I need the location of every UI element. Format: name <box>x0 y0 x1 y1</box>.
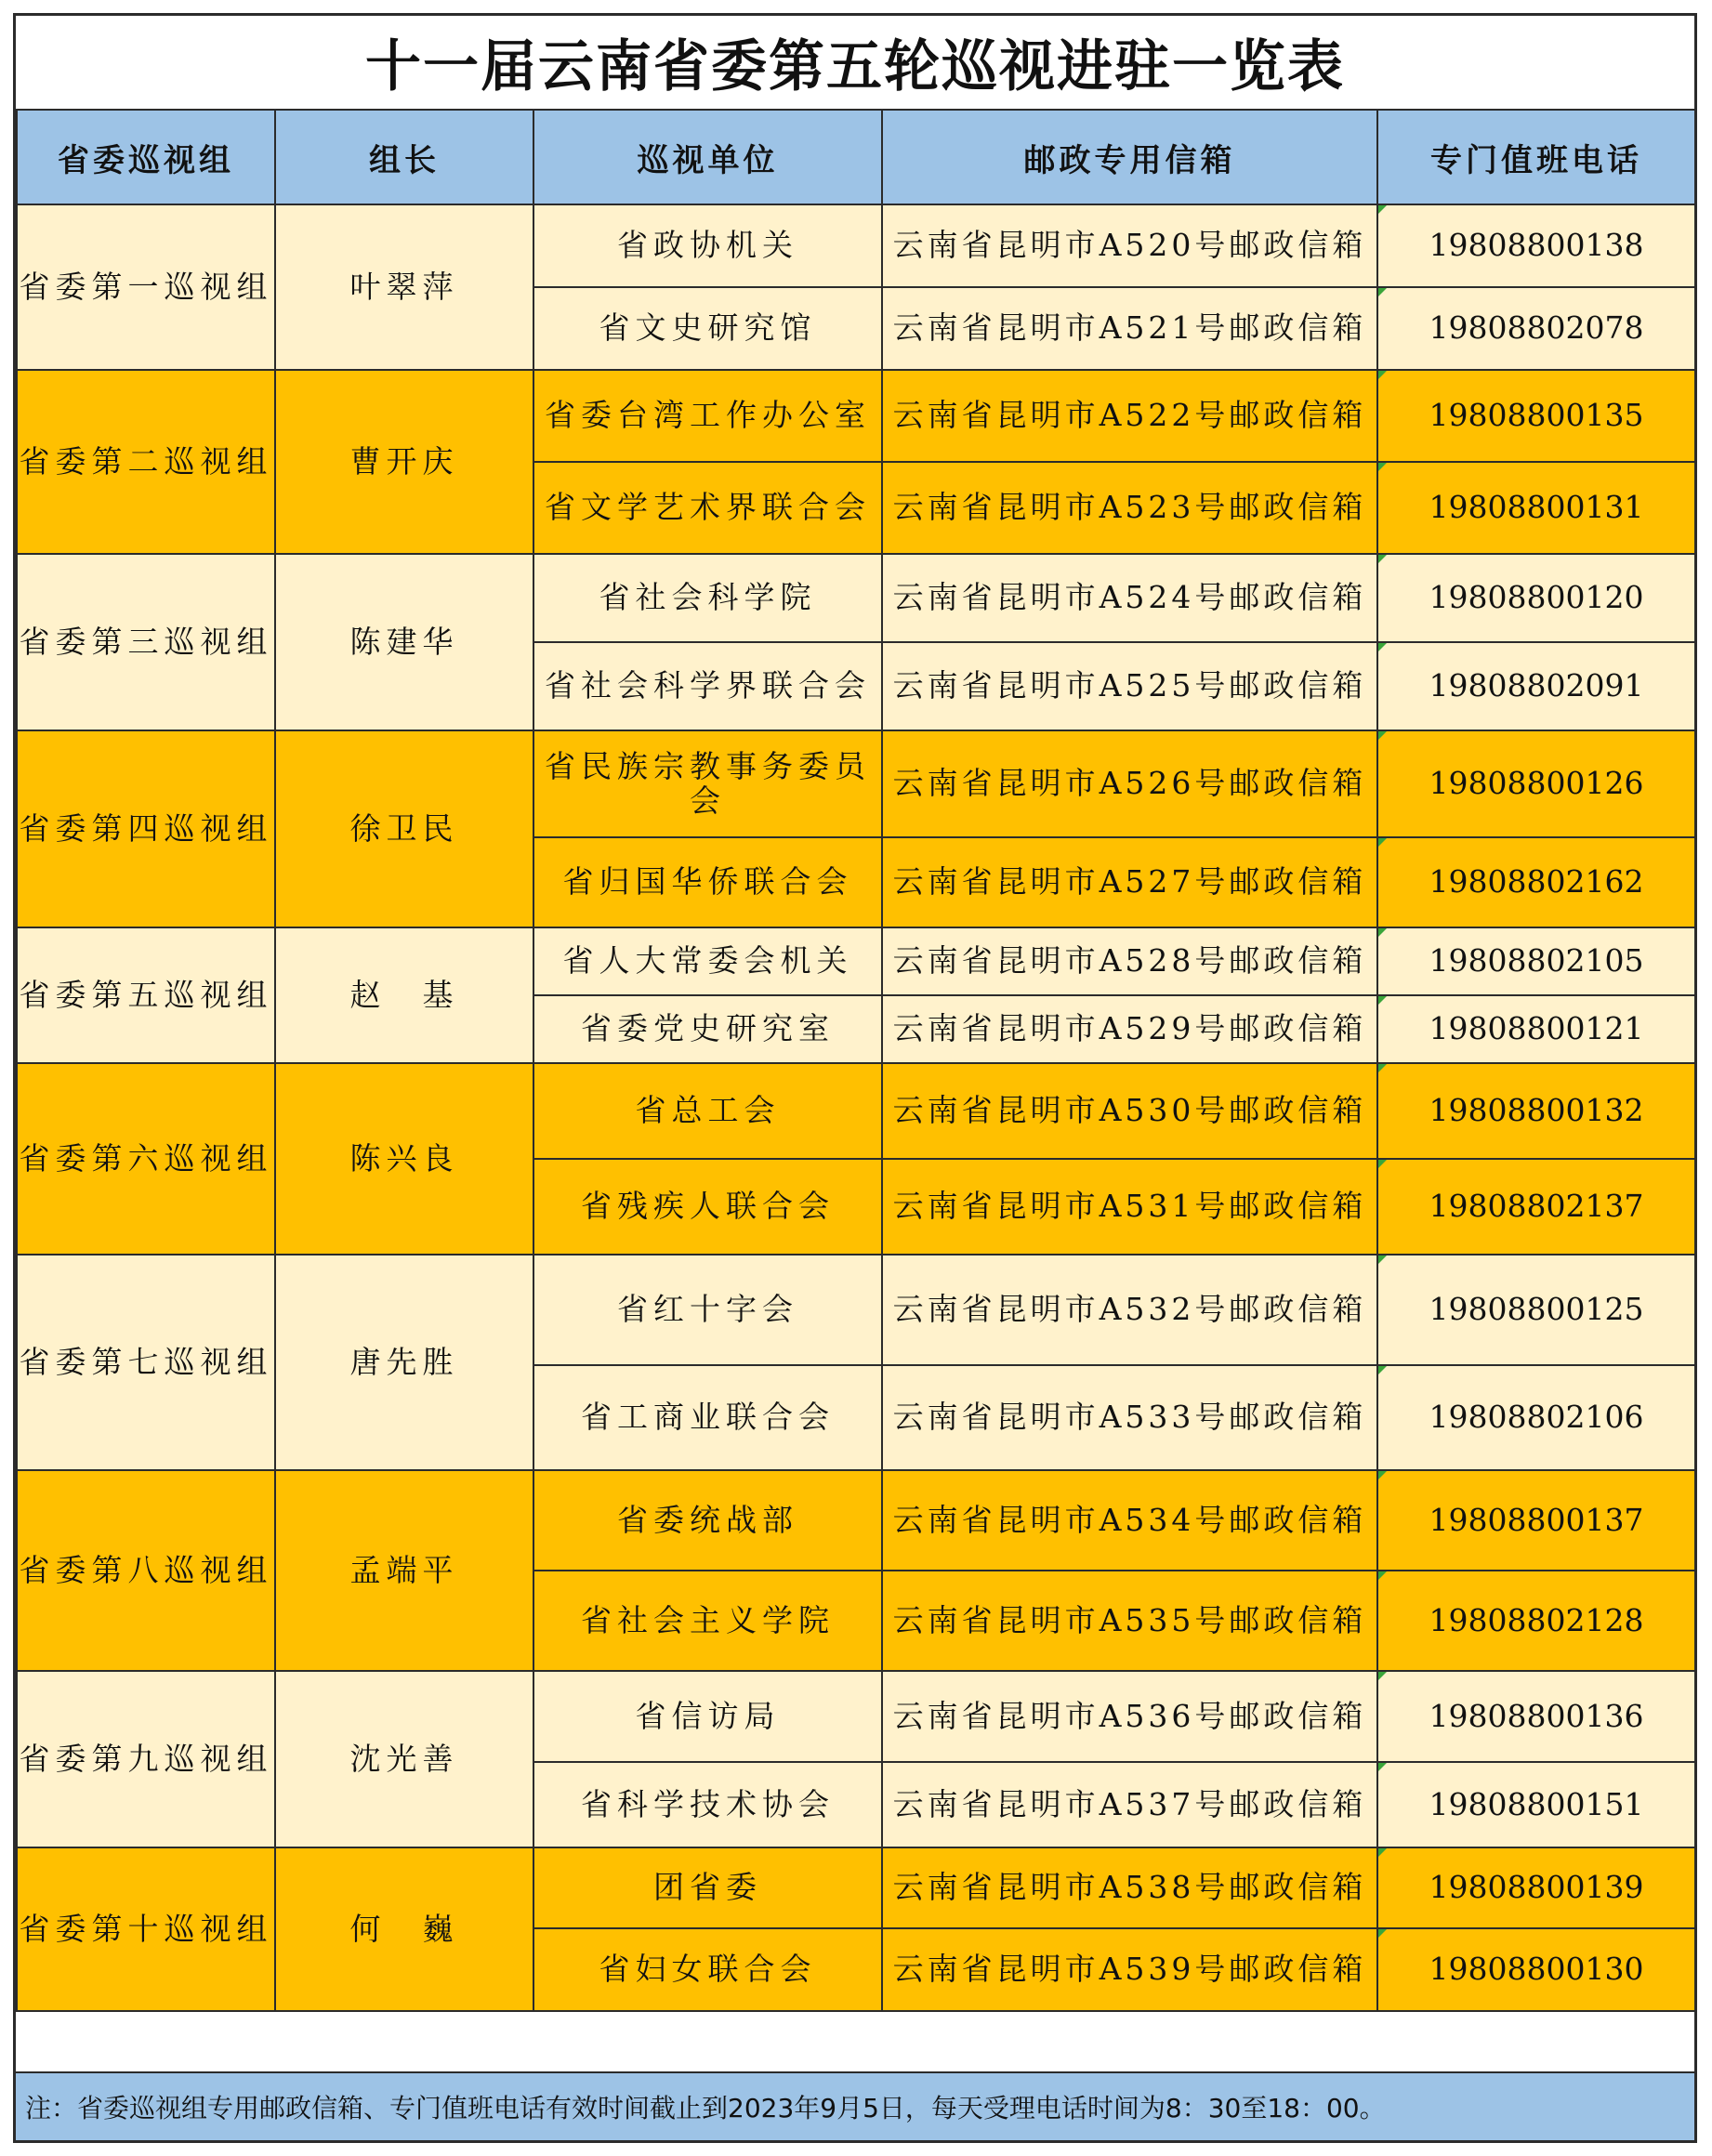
phone-cell: 19808800138 <box>1377 204 1695 287</box>
table-row <box>17 927 1695 995</box>
phone-cell: 19808800132 <box>1377 1063 1695 1159</box>
unit-cell: 省文史研究馆 <box>533 287 882 370</box>
mailbox-cell: 云南省昆明市A525号邮政信箱 <box>882 642 1377 730</box>
table-row <box>17 1847 1695 1928</box>
table-row <box>17 554 1695 642</box>
page-title: 十一届云南省委第五轮巡视进驻一览表 <box>16 16 1694 111</box>
unit-cell: 省总工会 <box>533 1063 882 1159</box>
mailbox-cell: 云南省昆明市A523号邮政信箱 <box>882 462 1377 554</box>
mailbox-cell: 云南省昆明市A524号邮政信箱 <box>882 554 1377 642</box>
mailbox-cell: 云南省昆明市A530号邮政信箱 <box>882 1063 1377 1159</box>
phone-cell: 19808800126 <box>1377 730 1695 837</box>
group-name-cell: 省委第二巡视组 <box>17 370 275 554</box>
phone-cell: 19808802105 <box>1377 927 1695 995</box>
header-leader: 组长 <box>275 110 533 204</box>
group-leader-cell: 陈建华 <box>275 554 533 730</box>
phone-cell: 19808800135 <box>1377 370 1695 462</box>
phone-cell: 19808800139 <box>1377 1847 1695 1928</box>
unit-cell: 省归国华侨联合会 <box>533 837 882 927</box>
table-row <box>17 730 1695 837</box>
mailbox-cell: 云南省昆明市A529号邮政信箱 <box>882 995 1377 1063</box>
unit-cell: 省人大常委会机关 <box>533 927 882 995</box>
group-name-cell: 省委第四巡视组 <box>17 730 275 927</box>
table-row <box>17 204 1695 287</box>
unit-cell: 省委党史研究室 <box>533 995 882 1063</box>
unit-cell: 省妇女联合会 <box>533 1928 882 2011</box>
group-leader-cell: 徐卫民 <box>275 730 533 927</box>
phone-cell: 19808800121 <box>1377 995 1695 1063</box>
inspection-table-sheet <box>13 13 1697 2143</box>
mailbox-cell: 云南省昆明市A535号邮政信箱 <box>882 1571 1377 1671</box>
unit-cell: 省委统战部 <box>533 1470 882 1571</box>
group-name-cell: 省委第三巡视组 <box>17 554 275 730</box>
phone-cell: 19808802091 <box>1377 642 1695 730</box>
mailbox-cell: 云南省昆明市A534号邮政信箱 <box>882 1470 1377 1571</box>
group-leader-cell: 赵 基 <box>275 927 533 1063</box>
table-row <box>17 1063 1695 1159</box>
group-leader-cell: 孟端平 <box>275 1470 533 1671</box>
phone-cell: 19808800137 <box>1377 1470 1695 1571</box>
unit-cell: 省政协机关 <box>533 204 882 287</box>
group-name-cell: 省委第十巡视组 <box>17 1847 275 2011</box>
group-name-cell: 省委第九巡视组 <box>17 1671 275 1847</box>
phone-cell: 19808800151 <box>1377 1762 1695 1847</box>
mailbox-cell: 云南省昆明市A531号邮政信箱 <box>882 1159 1377 1255</box>
group-leader-cell: 唐先胜 <box>275 1255 533 1470</box>
header-group: 省委巡视组 <box>17 110 275 204</box>
table-row <box>17 1255 1695 1365</box>
phone-cell: 19808802162 <box>1377 837 1695 927</box>
group-leader-cell: 何 巍 <box>275 1847 533 2011</box>
table-row <box>17 1671 1695 1762</box>
group-name-cell: 省委第五巡视组 <box>17 927 275 1063</box>
unit-cell: 省委台湾工作办公室 <box>533 370 882 462</box>
unit-cell: 省信访局 <box>533 1671 882 1762</box>
mailbox-cell: 云南省昆明市A520号邮政信箱 <box>882 204 1377 287</box>
footer-note: 注：省委巡视组专用邮政信箱、专门值班电话有效时间截止到2023年9月5日，每天受理电话时间为8：30至18：00。 <box>16 2071 1694 2140</box>
group-leader-cell: 叶翠萍 <box>275 204 533 370</box>
mailbox-cell: 云南省昆明市A539号邮政信箱 <box>882 1928 1377 2011</box>
unit-cell: 团省委 <box>533 1847 882 1928</box>
group-name-cell: 省委第六巡视组 <box>17 1063 275 1255</box>
phone-cell: 19808800125 <box>1377 1255 1695 1365</box>
phone-cell: 19808802128 <box>1377 1571 1695 1671</box>
group-leader-cell: 陈兴良 <box>275 1063 533 1255</box>
unit-cell: 省红十字会 <box>533 1255 882 1365</box>
unit-cell: 省残疾人联合会 <box>533 1159 882 1255</box>
mailbox-cell: 云南省昆明市A536号邮政信箱 <box>882 1671 1377 1762</box>
unit-cell: 省社会科学界联合会 <box>533 642 882 730</box>
unit-cell: 省社会科学院 <box>533 554 882 642</box>
phone-cell: 19808800131 <box>1377 462 1695 554</box>
group-name-cell: 省委第七巡视组 <box>17 1255 275 1470</box>
table-header-row <box>17 110 1695 204</box>
mailbox-cell: 云南省昆明市A533号邮政信箱 <box>882 1365 1377 1470</box>
mailbox-cell: 云南省昆明市A521号邮政信箱 <box>882 287 1377 370</box>
table-body <box>17 204 1695 2011</box>
inspection-table <box>16 109 1696 2012</box>
unit-cell: 省民族宗教事务委员会 <box>533 730 882 837</box>
phone-cell: 19808800120 <box>1377 554 1695 642</box>
mailbox-cell: 云南省昆明市A537号邮政信箱 <box>882 1762 1377 1847</box>
header-unit: 巡视单位 <box>533 110 882 204</box>
mailbox-cell: 云南省昆明市A528号邮政信箱 <box>882 927 1377 995</box>
unit-cell: 省科学技术协会 <box>533 1762 882 1847</box>
group-leader-cell: 曹开庆 <box>275 370 533 554</box>
mailbox-cell: 云南省昆明市A532号邮政信箱 <box>882 1255 1377 1365</box>
mailbox-cell: 云南省昆明市A538号邮政信箱 <box>882 1847 1377 1928</box>
mailbox-cell: 云南省昆明市A527号邮政信箱 <box>882 837 1377 927</box>
unit-cell: 省社会主义学院 <box>533 1571 882 1671</box>
group-leader-cell: 沈光善 <box>275 1671 533 1847</box>
table-row <box>17 1470 1695 1571</box>
table-row <box>17 370 1695 462</box>
phone-cell: 19808800136 <box>1377 1671 1695 1762</box>
phone-cell: 19808802078 <box>1377 287 1695 370</box>
header-mailbox: 邮政专用信箱 <box>882 110 1377 204</box>
phone-cell: 19808800130 <box>1377 1928 1695 2011</box>
phone-cell: 19808802137 <box>1377 1159 1695 1255</box>
group-name-cell: 省委第一巡视组 <box>17 204 275 370</box>
phone-cell: 19808802106 <box>1377 1365 1695 1470</box>
mailbox-cell: 云南省昆明市A522号邮政信箱 <box>882 370 1377 462</box>
group-name-cell: 省委第八巡视组 <box>17 1470 275 1671</box>
mailbox-cell: 云南省昆明市A526号邮政信箱 <box>882 730 1377 837</box>
unit-cell: 省工商业联合会 <box>533 1365 882 1470</box>
unit-cell: 省文学艺术界联合会 <box>533 462 882 554</box>
header-phone: 专门值班电话 <box>1377 110 1695 204</box>
